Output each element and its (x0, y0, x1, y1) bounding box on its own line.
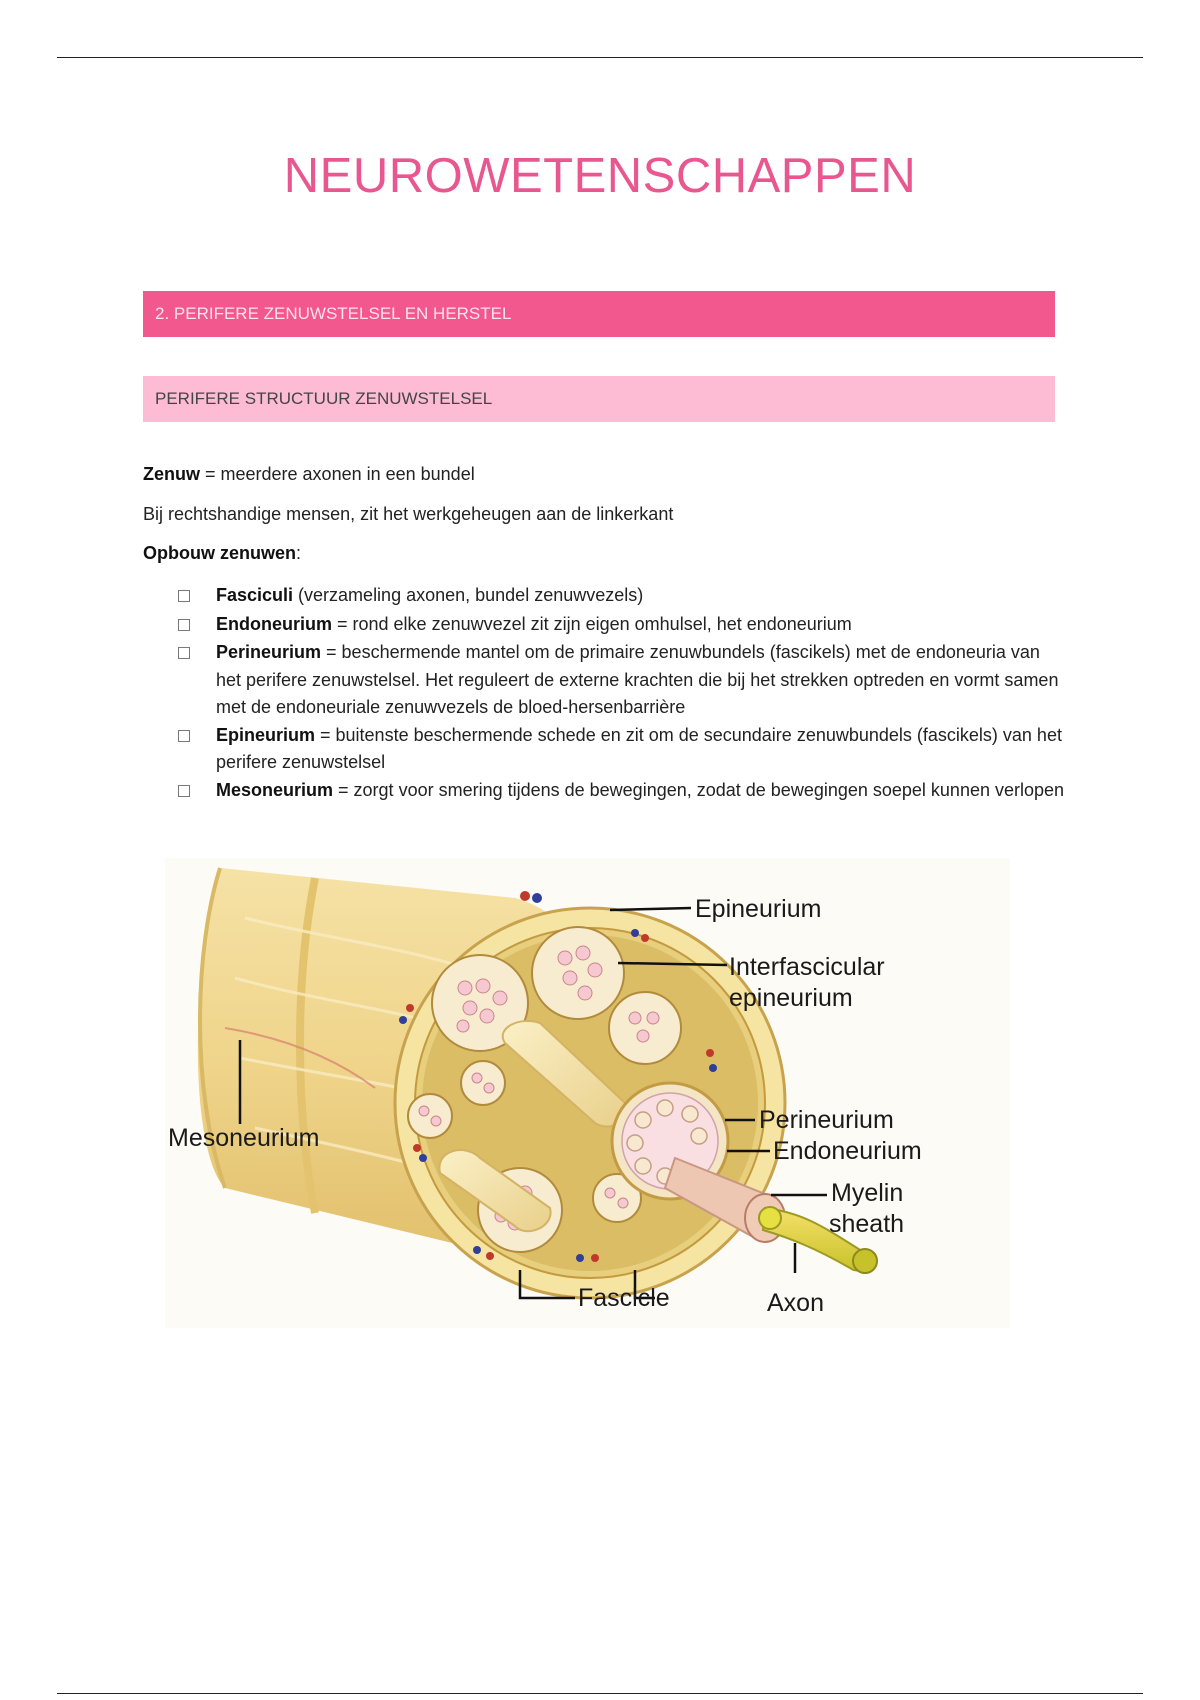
page-title: NEUROWETENSCHAPPEN (283, 149, 917, 203)
term-fasciculi: Fasciculi (216, 585, 294, 605)
subsection-heading (143, 376, 1055, 422)
term-perineurium: Perineurium (216, 642, 322, 662)
label-mesoneurium: Mesoneurium (168, 1124, 320, 1152)
rechtshandig-text: Bij rechtshandige mensen, zit het werkgeheugen aan de linkerkant (143, 504, 674, 524)
definition-epineurium: = buitenste beschermende schede en zit om de secundaire zenuwbundels (fascikels) van het perifere zenuwstelsel (216, 724, 1062, 772)
checkbox-bullet-icon (178, 785, 190, 797)
label-epineurium: Epineurium (695, 895, 822, 923)
list-item (178, 639, 1068, 722)
paragraph-opbouw (143, 542, 1073, 564)
definition-perineurium: = beschermende mantel om de primaire zenuwbundels (fascikels) met de endoneuria van het perifere zenuwstelsel. Het reguleert de externe krachten die bij het strekken optreden en vormt samen met de endoneuriale zenuwvezels de bloed-hersenbarrière (216, 642, 1059, 717)
term-epineurium: Epineurium (216, 724, 316, 745)
term-zenuw: Zenuw (143, 464, 200, 484)
top-rule (57, 57, 1143, 58)
term-opbouw: Opbouw zenuwen (143, 543, 296, 563)
label-fascicle: Fascicle (578, 1284, 670, 1312)
list-item (178, 582, 1068, 611)
checkbox-bullet-icon (178, 619, 190, 631)
definition-mesoneurium: = zorgt voor smering tijdens de bewegingen, zodat de bewegingen soepel kunnen verlopen (333, 779, 1065, 800)
paragraph-rechtshandig (143, 503, 1073, 525)
bottom-rule (57, 1693, 1143, 1694)
list-item (178, 611, 1068, 640)
term-mesoneurium: Mesoneurium (216, 779, 334, 800)
nerve-anatomy-figure (165, 858, 1010, 1328)
checkbox-bullet-icon (178, 647, 190, 659)
definition-endoneurium: = rond elke zenuwvezel zit zijn eigen omhulsel, het endoneurium (332, 613, 852, 634)
checkbox-bullet-icon (178, 590, 190, 602)
opbouw-colon: : (296, 543, 302, 563)
label-myelin-1: Myelin (831, 1179, 904, 1207)
term-endoneurium: Endoneurium (216, 613, 332, 634)
definition-fasciculi: (verzameling axonen, bundel zenuwvezels) (293, 585, 644, 605)
label-interfascicular-2: epineurium (729, 984, 853, 1012)
chapter-heading-text: 2. PERIFERE ZENUWSTELSEL EN HERSTEL (155, 304, 512, 323)
chapter-heading (143, 291, 1055, 337)
label-myelin-2: sheath (829, 1210, 905, 1238)
label-endoneurium: Endoneurium (773, 1137, 922, 1165)
list-item (178, 777, 1068, 806)
paragraph-zenuw (143, 463, 1073, 485)
list-item (178, 722, 1068, 777)
label-interfascicular-1: Interfascicular (729, 953, 885, 981)
checkbox-bullet-icon (178, 730, 190, 742)
label-perineurium: Perineurium (759, 1106, 894, 1134)
label-axon: Axon (767, 1289, 824, 1317)
subsection-heading-text: PERIFERE STRUCTUUR ZENUWSTELSEL (155, 389, 493, 408)
definition-zenuw: = meerdere axonen in een bundel (200, 464, 475, 484)
nerve-cross-section-illustration (165, 858, 1010, 1328)
structure-list (178, 582, 1068, 805)
